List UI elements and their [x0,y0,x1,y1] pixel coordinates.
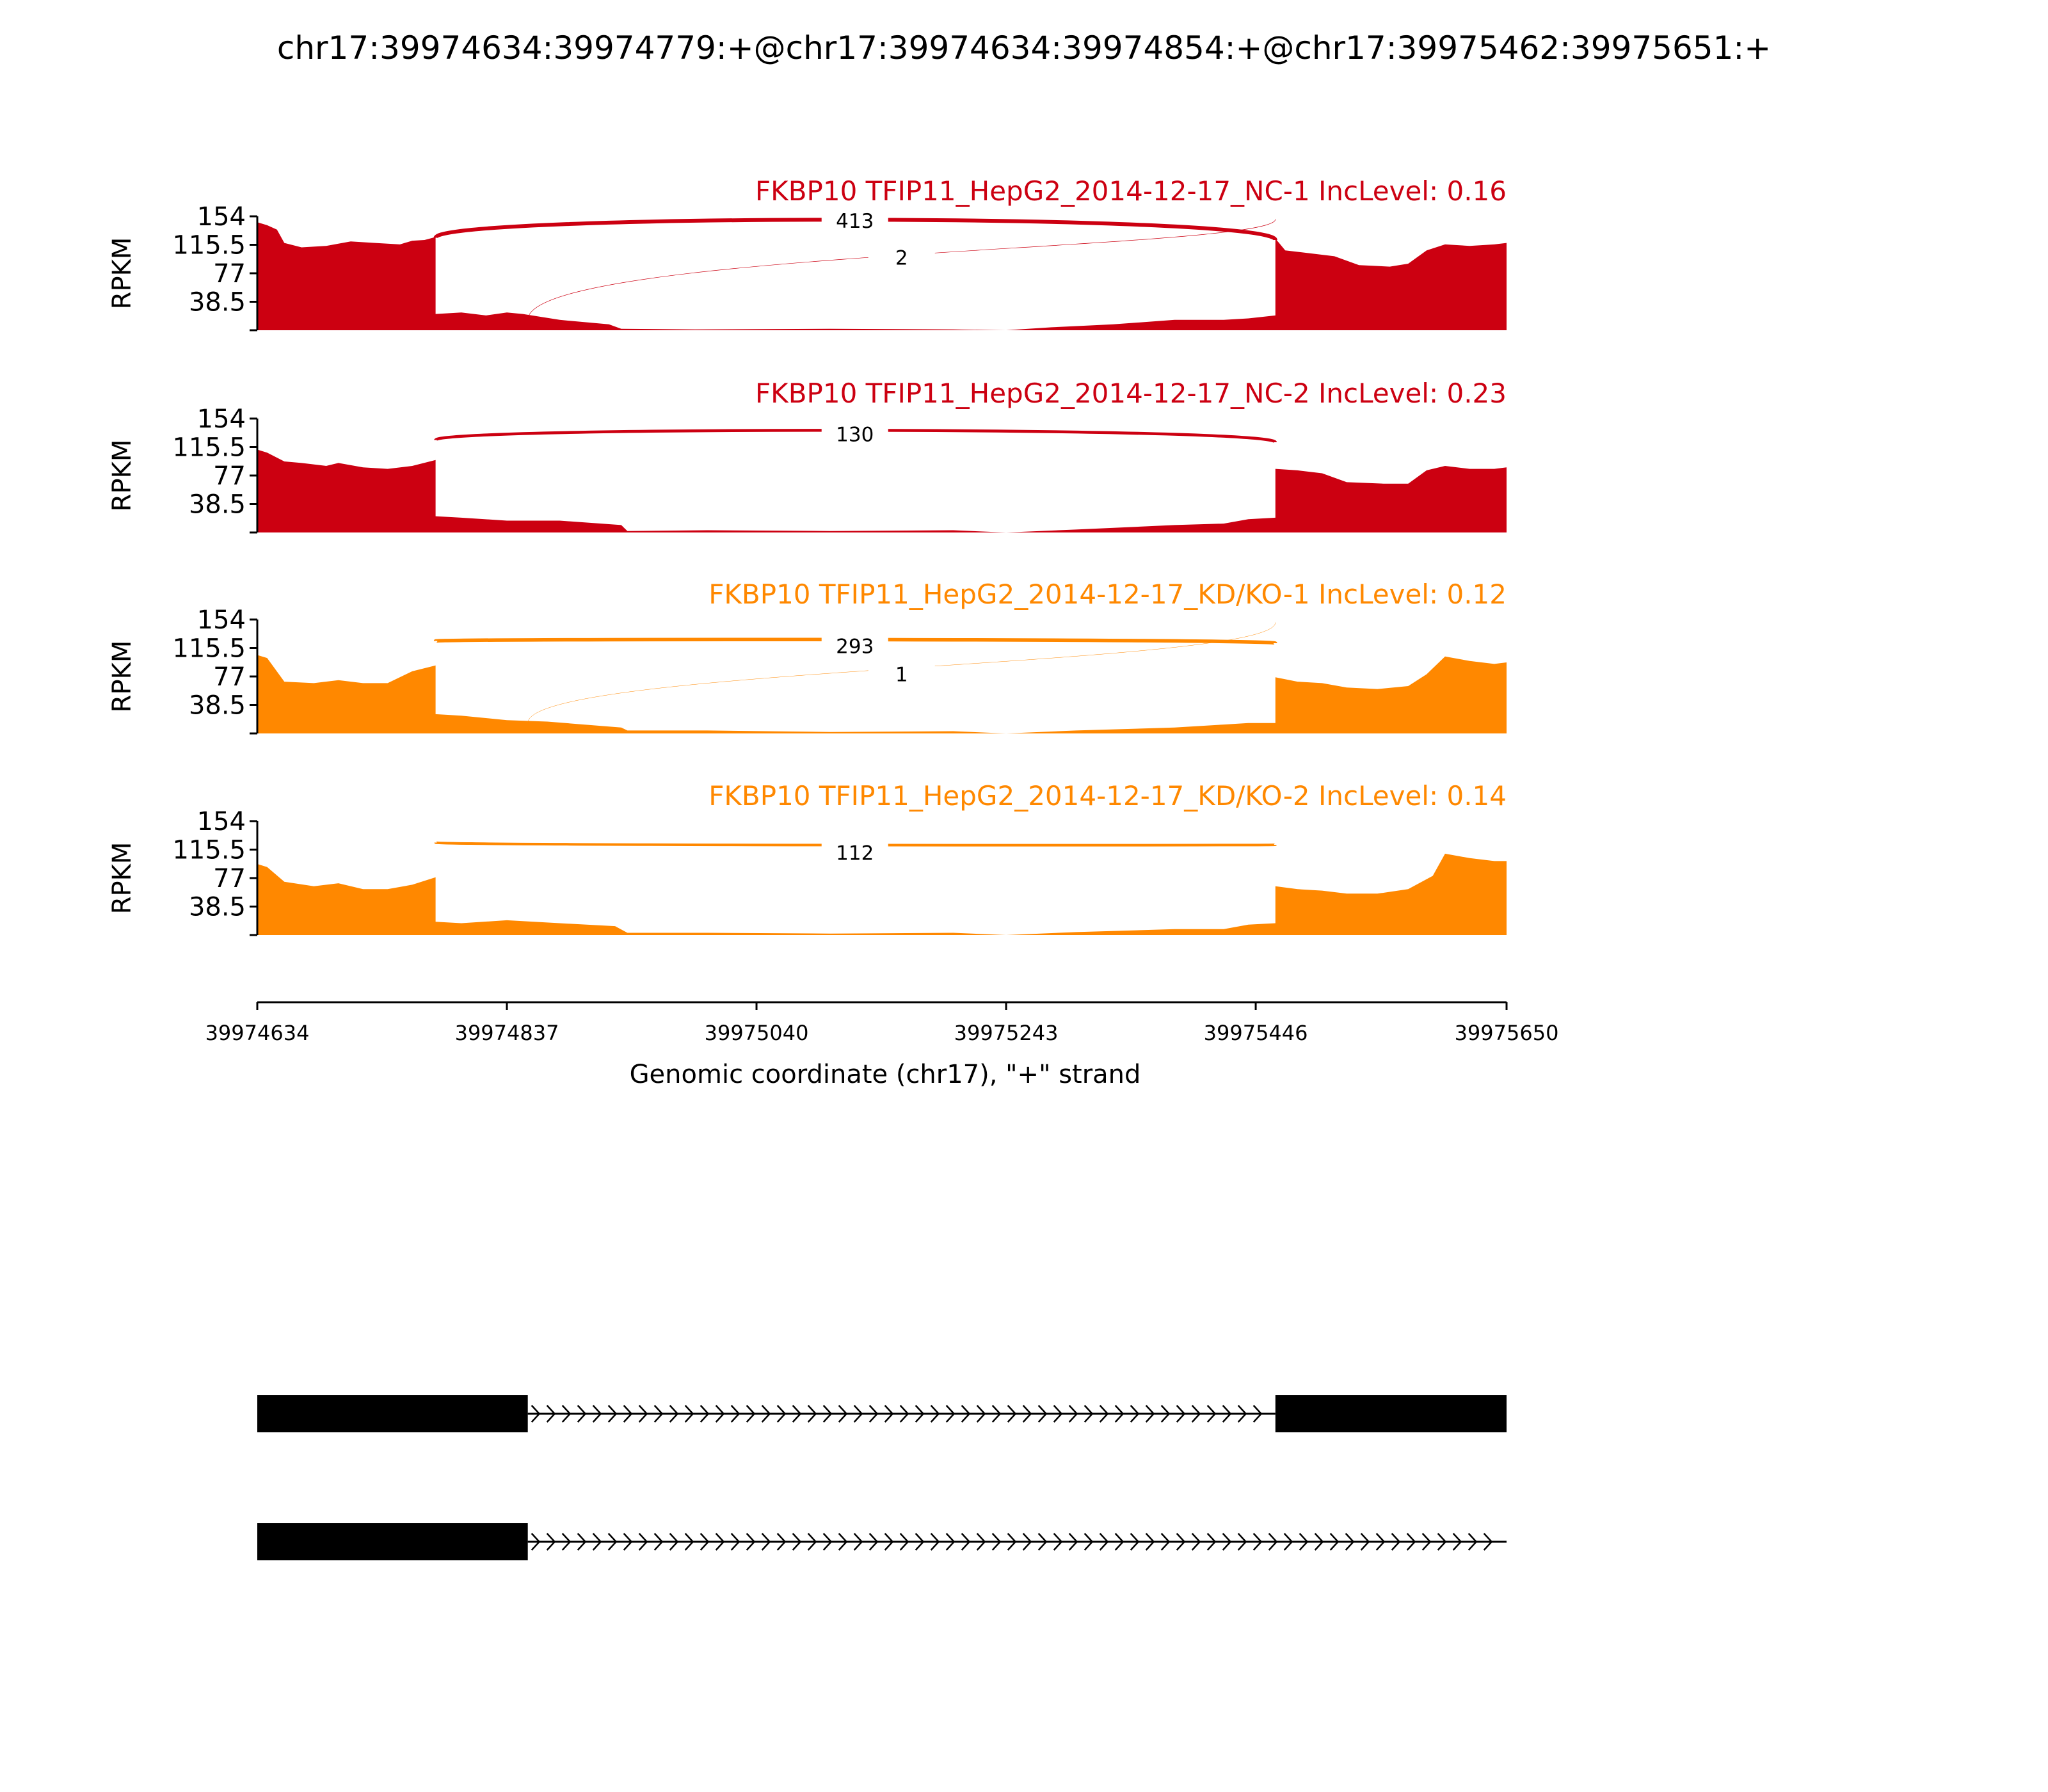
sample-label: FKBP10 TFIP11_HepG2_2014-12-17_KD/KO-1 IncLevel: 0.12 [708,579,1507,610]
y-tick-label: 38.5 [188,490,246,520]
y-tick-label: 154 [196,404,246,434]
y-tick-label: 115.5 [172,634,246,664]
y-tick-label: 115.5 [172,835,246,865]
panel-1 [108,175,1507,330]
coverage-panels [108,175,1507,935]
junction-count: 130 [836,423,874,447]
panel-2 [108,378,1507,532]
junction-count: 112 [836,842,874,865]
junction-count: 293 [836,635,874,659]
exon-block [257,1395,528,1432]
x-tick-label: 39974837 [454,1021,559,1045]
y-tick-label: 154 [196,605,246,635]
y-tick-label: 38.5 [188,892,246,922]
y-axis-label: RPKM [108,237,137,310]
y-axis-label: RPKM [108,640,137,713]
panel-4 [108,780,1507,935]
x-tick-label: 39975446 [1203,1021,1308,1045]
y-tick-label: 38.5 [188,287,246,317]
coverage-area [257,450,1507,533]
y-tick-label: 38.5 [188,691,246,721]
sample-label: FKBP10 TFIP11_HepG2_2014-12-17_NC-1 IncLevel: 0.16 [755,175,1507,207]
panel-3 [108,579,1507,733]
exon-block [1276,1395,1507,1432]
y-axis-label: RPKM [108,439,137,512]
sample-label: FKBP10 TFIP11_HepG2_2014-12-17_KD/KO-2 IncLevel: 0.14 [708,780,1507,812]
coverage-area [257,222,1507,330]
x-tick-label: 39974634 [205,1021,310,1045]
exon-block [257,1523,528,1560]
plot-title: chr17:39974634:39974779:+@chr17:39974634:39974854:+@chr17:39975462:39975651:+ [276,29,1772,67]
x-tick-label: 39975650 [1454,1021,1559,1045]
junction-count: 413 [836,209,874,233]
sample-label: FKBP10 TFIP11_HepG2_2014-12-17_NC-2 IncLevel: 0.23 [755,378,1507,409]
x-tick-label: 39975040 [704,1021,809,1045]
x-tick-label: 39975243 [954,1021,1059,1045]
y-tick-label: 154 [196,807,246,836]
y-tick-label: 77 [213,461,246,491]
transcript-models [257,1395,1507,1560]
junction-count: 2 [895,246,908,270]
x-axis-label: Genomic coordinate (chr17), "+" strand [629,1060,1141,1089]
y-axis-label: RPKM [108,842,137,915]
junction-count: 1 [895,663,908,687]
y-tick-label: 77 [213,864,246,893]
coverage-area [257,854,1507,935]
y-tick-label: 115.5 [172,230,246,260]
y-tick-label: 77 [213,259,246,289]
y-tick-label: 115.5 [172,433,246,463]
transcript-2 [257,1523,1507,1560]
x-axis [205,1002,1559,1089]
y-tick-label: 77 [213,662,246,692]
transcript-1 [257,1395,1507,1432]
y-tick-label: 154 [196,202,246,232]
